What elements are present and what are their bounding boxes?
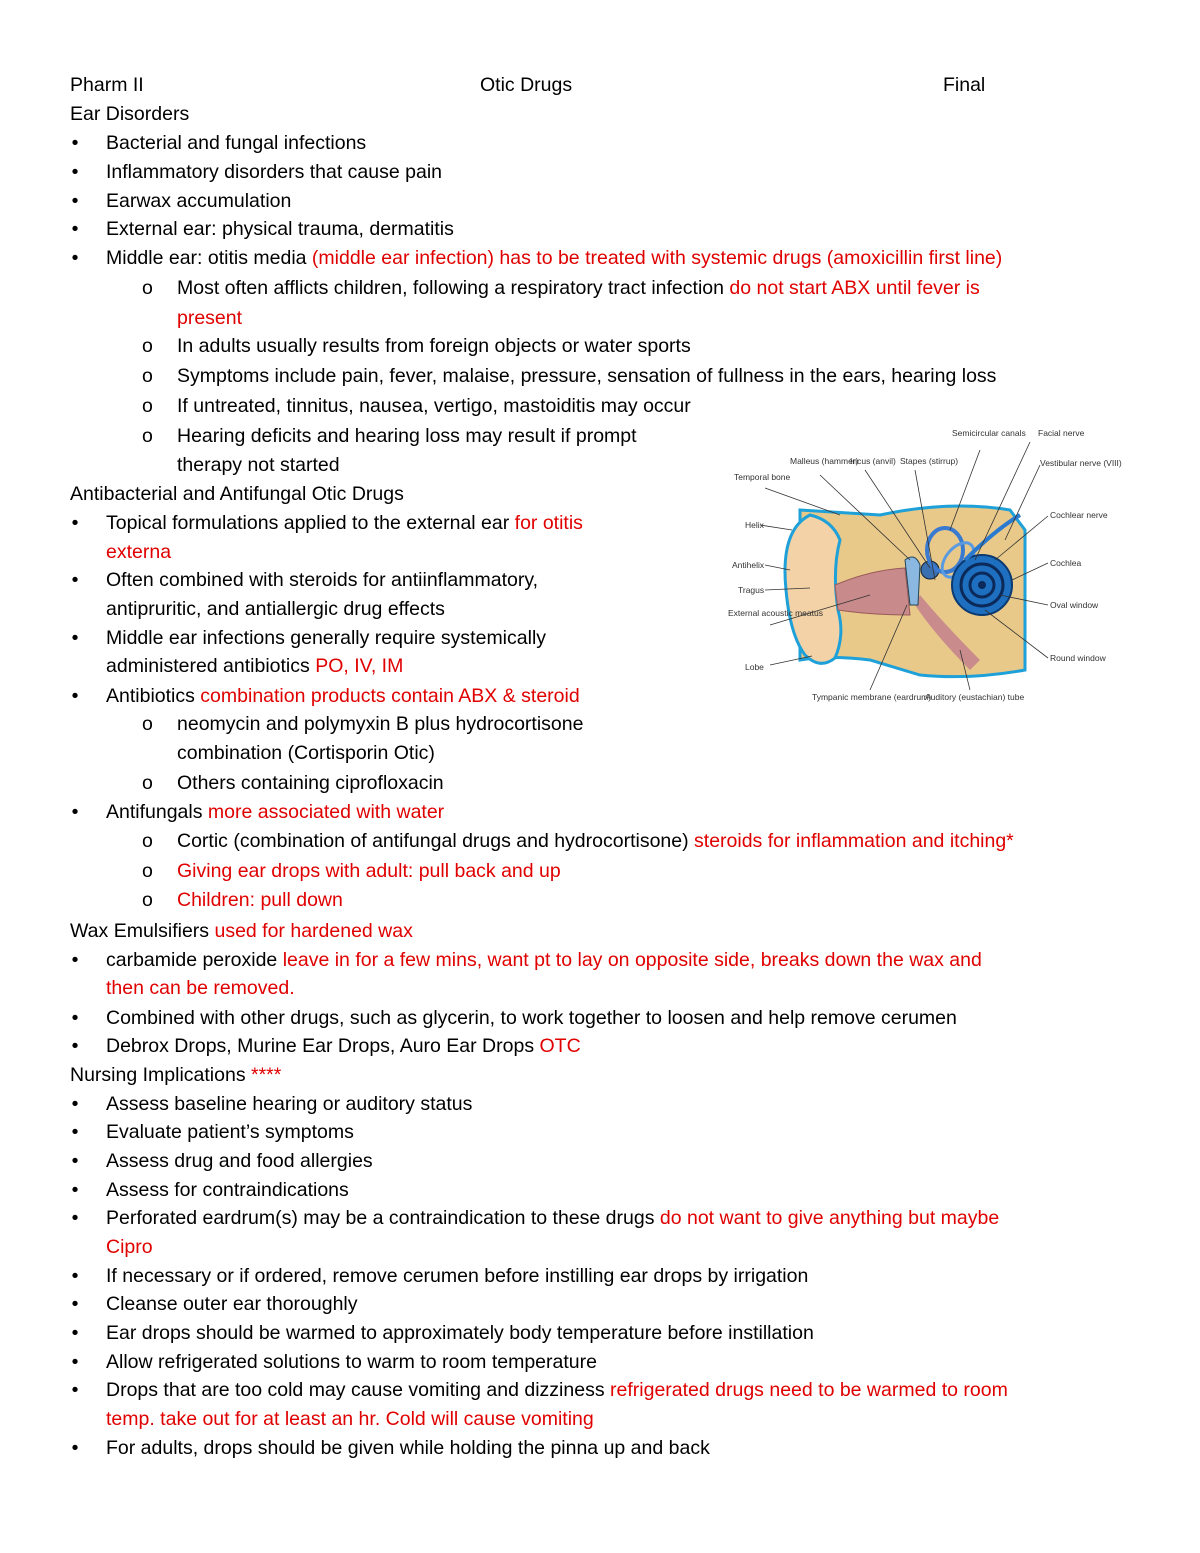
cochlea-spiral [978, 581, 986, 589]
outer-ear-shape [785, 515, 841, 663]
note-red-continuation: temp. take out for at least an hr. Cold will cause vomiting [106, 1408, 594, 1430]
note-red: OTC [539, 1035, 581, 1057]
note-red: (middle ear infection) has to be treated with systemic drugs (amoxicillin first line) [311, 247, 1003, 269]
label-lobe: Lobe [745, 662, 764, 672]
continuation-text: therapy not started [177, 454, 340, 476]
label-tragus: Tragus [738, 585, 765, 595]
label-vestibular-nerve: Vestibular nerve (VIII) [1040, 458, 1122, 468]
label-tympanic-membrane: Tympanic membrane (eardrum) [812, 692, 932, 702]
label-helix: Helix [745, 520, 764, 530]
label-cochlear-nerve: Cochlear nerve [1050, 510, 1108, 520]
note-red-continuation: Cipro [106, 1236, 153, 1258]
note-red: used for hardened wax [214, 920, 413, 942]
label-auditory-tube: Auditory (eustachian) tube [925, 692, 1025, 702]
note-red: more associated with water [207, 801, 445, 823]
label-malleus: Malleus (hammer) [790, 456, 859, 466]
continuation-text: administered antibiotics PO, IV, IM [106, 655, 404, 677]
label-external-acoustic-meatus: External acoustic meatus [728, 608, 823, 618]
note-red: refrigerated drugs need to be warmed to room [610, 1379, 1008, 1401]
label-oval-window: Oval window [1050, 600, 1099, 610]
section-heading-wax: Wax Emulsifiers used for hardened wax [70, 920, 413, 942]
label-semicircular-canals: Semicircular canals [952, 428, 1026, 438]
label-temporal-bone: Temporal bone [734, 472, 791, 482]
note-red-continuation: then can be removed. [106, 977, 295, 999]
note-red: **** [250, 1064, 282, 1086]
label-facial-nerve: Facial nerve [1038, 428, 1085, 438]
document-page: Pharm II Otic Drugs Final Ear Disorders • Bacterial and fungal infections • Inflammatory disorders that cause pain • Earwax accumulation • External ear: physical trauma, dermatitis • Middle ear: otitis media (middle ear infection) has to be treated with systemic drugs (amoxicillin first line) o Most often afflicts children, following a respiratory tract infection do not start ABX until fever is present o In adults usually results from foreign objects or water sports o Symptoms include pain, fever, malaise, pressure, sensation of fullness in the ears, hearing loss o If untreated, tinnitus, nausea, vertigo, mastoiditis may occur o Hearing deficits and hearing loss may result if prompt therapy not started Antibacterial and Antifungal Otic Drugs • Topical formulations applied to the external ear for otitis externa • Often combined with steroids for antiinflammatory, antipruritic, and antiallergic drug effects • Middle ear infections generally require systemically administered antibiotics PO, IV, IM • Antibiotics combination products contain ABX & steroid o neomycin and polymyxin B plus hydrocortisone combination (Cortisporin Otic) o Others containing ciprofloxacin • Antifungals more associated with water o Cortic (combination of antifungal drugs and hydrocortisone) steroids for inflammation and itching* o Giving ear drops with adult: pull back and up o Children: pull down Wax Emulsifiers used for hardened wax • carbamide peroxide leave in for a few mins, want pt to lay on opposite side, breaks down the wax and then can be removed. • Combined with other drugs, such as glycerin, to work together to loosen and help remove cerumen • Debrox Drops, Murine Ear Drops, Auro Ear Drops OTC Nursing Implications **** • Assess baseline hearing or auditory status • Evaluate patient’s symptoms • Assess drug and food allergies • Assess for contraindications • Perforated eardrum(s) may be a contraindication to these drugs do not want to give anything but maybe Cipro • If necessary or if ordered, remove cerumen before instilling ear drops by irrigation • Cleanse outer ear thoroughly • Ear drops should be warmed to approximately body temperature before instillation • Allow refrigerated solutions to warm to room temperature • Drops that are too cold may cause vomiting and dizziness refrigerated drugs need to be warmed to room temp. take out for at least an hr. Cold will cause vomiting • For adults, drops should be given while holding the pinna up and back Temporal bone Malleus (hammer) Incus (anvil) Stapes (stirrup) Semicircular canals Facial nerve Vestibular nerve (VIII) Helix Antihelix Tragus External acoustic meatus Lobe Cochlear nerve Cochlea Oval window Round window Tympanic membrane (eardrum) Auditory (eustachian) tube [0, 0, 1200, 1553]
label-round-window: Round window [1050, 653, 1106, 663]
note-red: PO, IV, IM [315, 655, 404, 677]
note-red: combination products contain ABX & steroid [200, 685, 580, 707]
note-red-continuation: present [177, 307, 243, 329]
label-antihelix: Antihelix [732, 560, 765, 570]
note-red: do not start ABX until fever is [729, 277, 980, 299]
header-course: Pharm II [70, 74, 144, 96]
ear-anatomy-figure [720, 420, 1140, 725]
label-incus: Incus (anvil) [850, 456, 896, 466]
section-heading-nursing: Nursing Implications **** [70, 1064, 282, 1086]
section-heading-antibacterial: Antibacterial and Antifungal Otic Drugs [70, 483, 404, 505]
label-stapes: Stapes (stirrup) [900, 456, 959, 466]
note-red-continuation: externa [106, 541, 172, 563]
label-cochlea: Cochlea [1050, 558, 1082, 568]
header-title: Otic Drugs [480, 74, 573, 96]
note-red: for otitis [514, 512, 583, 534]
note-red: steroids for inflammation and itching* [694, 830, 1014, 852]
section-heading-ear-disorders: Ear Disorders [70, 103, 190, 125]
continuation-text: antipruritic, and antiallergic drug effects [106, 598, 445, 620]
note-red: do not want to give anything but maybe [659, 1207, 1000, 1229]
continuation-text: combination (Cortisporin Otic) [177, 742, 435, 764]
header-exam: Final [943, 74, 986, 96]
note-red: leave in for a few mins, want pt to lay on opposite side, breaks down the wax and [282, 949, 982, 971]
